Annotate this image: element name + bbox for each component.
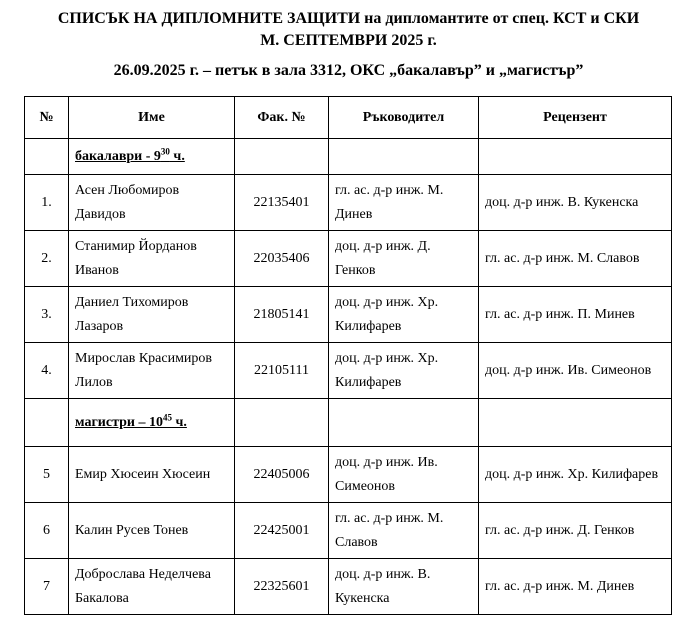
table-row [25,559,672,615]
faculty-number: 22425001 [235,503,329,559]
column-header-name: Име [69,97,235,139]
reviewer: доц. д-р инж. Хр. Килифарев [479,447,672,503]
document-title: СПИСЪК НА ДИПЛОМНИТЕ ЗАЩИТИ на дипломантите от спец. КСТ и СКИ [57,10,640,27]
column-header-faculty-number: Фак. № [235,97,329,139]
column-header-supervisor: Ръководител [329,97,479,139]
section-label-master: магистри – $10^{45}$ ч. [69,399,235,447]
document-subtitle: М. СЕПТЕМВРИ 2025 г. [260,32,437,49]
supervisor: доц. д-р инж. Д. Генков [329,231,479,287]
column-header-number: № [25,97,69,139]
reviewer: доц. д-р инж. Ив. Симеонов [479,343,672,399]
column-header-reviewer: Рецензент [479,97,672,139]
supervisor: гл. ас. д-р инж. М. Славов [329,503,479,559]
section-label-bachelor: бакалаври - $9^{30}$ ч. [69,139,235,175]
faculty-number: 22105111 [235,343,329,399]
table-header-row [25,97,672,139]
faculty-number: 22325601 [235,559,329,615]
reviewer: гл. ас. д-р инж. М. Славов [479,231,672,287]
faculty-number: 22135401 [235,175,329,231]
row-number: 2. [25,231,69,287]
supervisor: доц. д-р инж. В. Кукенска [329,559,479,615]
table-row [25,343,672,399]
defense-schedule-table [24,96,672,615]
row-number: 6 [25,503,69,559]
faculty-number: 21805141 [235,287,329,343]
faculty-number: 22035406 [235,231,329,287]
student-name: Асен Любомиров Давидов [69,175,235,231]
table-row [25,287,672,343]
table-row [25,231,672,287]
reviewer: гл. ас. д-р инж. П. Минев [479,287,672,343]
student-name: Станимир Йорданов Иванов [69,231,235,287]
student-name: Емир Хюсеин Хюсеин [69,447,235,503]
row-number: 4. [25,343,69,399]
row-number: 7 [25,559,69,615]
supervisor: доц. д-р инж. Ив. Симеонов [329,447,479,503]
student-name: Даниел Тихомиров Лазаров [69,287,235,343]
supervisor: доц. д-р инж. Хр. Килифарев [329,343,479,399]
section-row-bachelor [25,139,672,175]
reviewer: гл. ас. д-р инж. Д. Генков [479,503,672,559]
student-name: Доброслава Неделчева Бакалова [69,559,235,615]
table-row [25,447,672,503]
section-row-master [25,399,672,447]
student-name: Мирослав Красимиров Лилов [69,343,235,399]
supervisor: доц. д-р инж. Хр. Килифарев [329,287,479,343]
row-number: 3. [25,287,69,343]
supervisor: гл. ас. д-р инж. М. Динев [329,175,479,231]
table-row [25,503,672,559]
faculty-number: 22405006 [235,447,329,503]
row-number: 5 [25,447,69,503]
student-name: Калин Русев Тонев [69,503,235,559]
defense-date-line: 26.09.2025 г. – петък в зала 3312, ОКС „бакалавър” и „магистър” [113,62,584,79]
row-number: 1. [25,175,69,231]
table-row [25,175,672,231]
reviewer: доц. д-р инж. В. Кукенска [479,175,672,231]
reviewer: гл. ас. д-р инж. М. Динев [479,559,672,615]
